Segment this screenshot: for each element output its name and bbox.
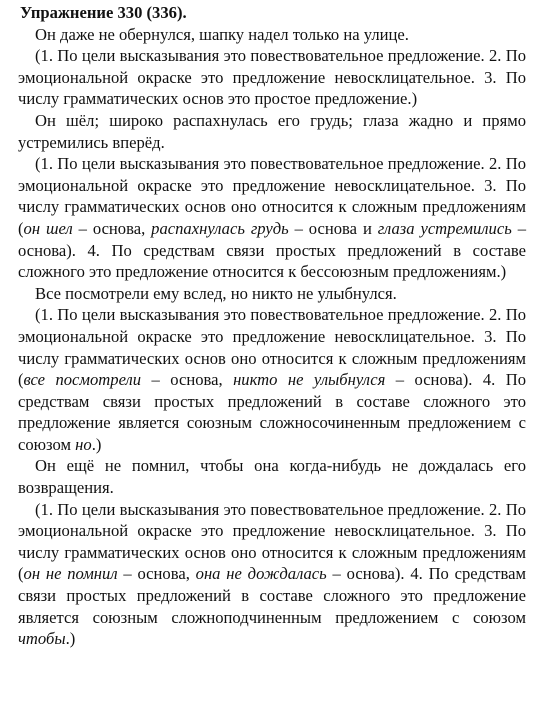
grammatical-basis: она не дождалась xyxy=(195,564,327,584)
exercise-title: Упражнение 330 (336). xyxy=(20,3,187,22)
analysis-text: (1. По цели высказывания это повествовательное предложение. 2. По эмоциональной окраске это предложение невосклицательное. 3. По числу грамматических основ оно относится к сложным предложениям ( xyxy=(18,154,526,238)
conjunction: чтобы xyxy=(18,629,66,649)
example-sentence-1: Он даже не обернулся, шапку надел только на улице. xyxy=(35,24,409,44)
analysis-text: (1. По цели высказывания это повествовательное предложение. 2. По эмоциональной окраске это предложение невосклицательное. 3. По числу грамматических основ оно относится к сложным предложениям ( xyxy=(18,305,526,390)
example-sentence-3: Все посмотрели ему вслед, но никто не улыбнулся. xyxy=(35,283,397,303)
analysis-text: – основа). 4. По средствам связи простых предложений в составе сложного это предложение относится к бессоюзным предложениям.) xyxy=(18,218,526,282)
analysis-text: – основа, xyxy=(72,218,152,238)
grammatical-basis: он шел xyxy=(23,218,73,238)
analysis-4 xyxy=(18,499,526,650)
analysis-text: (1. По цели высказывания это повествовательное предложение. 2. По эмоциональной окраске это предложение невосклицательное. 3. По числу грамматических основ это простое предложение.) xyxy=(18,46,526,109)
analysis-2 xyxy=(18,153,526,283)
analysis-text: (1. По цели высказывания это повествовательное предложение. 2. По эмоциональной окраске это предложение невосклицательное. 3. По числу грамматических основ оно относится к сложным предложениям ( xyxy=(18,499,526,584)
conjunction: но xyxy=(75,434,92,454)
grammatical-basis: все посмотрели xyxy=(23,370,142,390)
analysis-text: – основа). 4. По средствам связи простых предложений в составе сложного это предложение является союзным сложносочиненным предложением с союзом xyxy=(18,370,526,454)
analysis-3 xyxy=(18,304,526,455)
analysis-text: .) xyxy=(65,629,76,649)
grammatical-basis: никто не улыбнулся xyxy=(233,370,386,390)
exercise-page xyxy=(18,2,526,650)
grammatical-basis: распахнулась грудь xyxy=(151,218,289,238)
example-sentence-4: Он ещё не помнил, чтобы она когда-нибудь не дождалась его возвращения. xyxy=(18,456,526,498)
analysis-text: – основа). 4. По средствам связи простых предложений в составе сложного это предложение является союзным сложноподчиненным предложением с союзом xyxy=(18,564,526,627)
analysis-text: – основа и xyxy=(288,218,378,238)
analysis-text: – основа, xyxy=(141,370,234,390)
analysis-text: – основа, xyxy=(117,564,196,584)
grammatical-basis: глаза устремились xyxy=(377,218,512,238)
analysis-1 xyxy=(18,45,526,110)
grammatical-basis: он не помнил xyxy=(23,564,118,584)
example-sentence-2: Он шёл; широко распахнулась его грудь; глаза жадно и прямо устремились вперёд. xyxy=(18,110,526,152)
analysis-text: .) xyxy=(91,434,102,454)
